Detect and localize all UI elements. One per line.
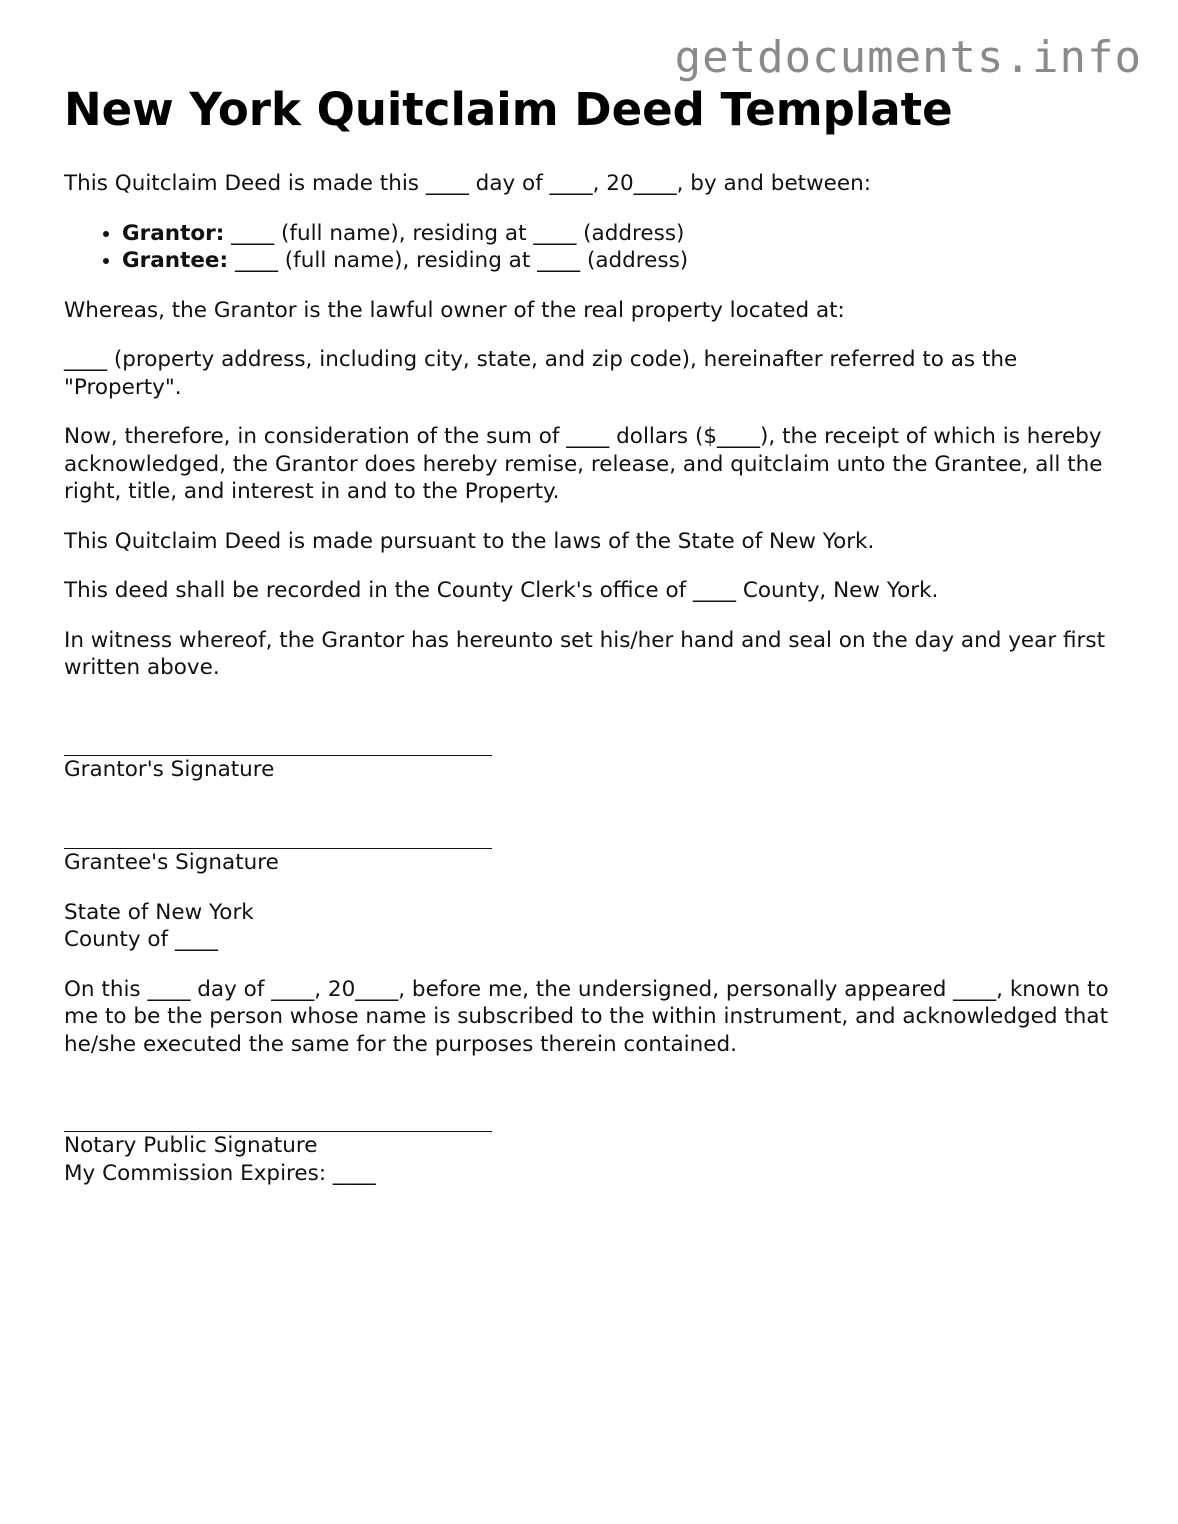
consideration-paragraph: Now, therefore, in consideration of the sum of ____ dollars ($____), the receipt of which is hereby acknowledged, the Grantor does hereby remise, release, and quitclaim unto the Grantee, all the right, title, and interest in and to the Property.: [64, 424, 1103, 504]
watermark-text: getdocuments.info: [674, 32, 1142, 83]
venue-state: State of New York: [64, 899, 254, 925]
notary-signature-line: [64, 1104, 492, 1132]
grantor-signature-line: [64, 728, 492, 756]
recorded-paragraph: This deed shall be recorded in the County Clerk's office of ____ County, New York.: [64, 578, 939, 603]
notary-signature-label: Notary Public Signature: [64, 1133, 318, 1158]
grantee-signature-label: Grantee's Signature: [64, 850, 279, 875]
intro-paragraph: This Quitclaim Deed is made this ____ day of ____, 20____, by and between:: [64, 171, 872, 196]
notary-signature-block: [64, 1104, 1124, 1187]
commission-expires: My Commission Expires: ____: [64, 1160, 376, 1186]
grantor-details: ____ (full name), residing at ____ (address): [224, 220, 685, 246]
grantor-signature-block: [64, 728, 1124, 784]
pursuant-paragraph: This Quitclaim Deed is made pursuant to the laws of the State of New York.: [64, 528, 875, 554]
notary-paragraph: On this ____ day of ____, 20____, before me, the undersigned, personally appeared ____, known to me to be the person whose name is subscribed to the within instrument, and acknowledged that he/she executed the same for the purposes therein contained.: [64, 976, 1109, 1057]
document-page: [64, 80, 1124, 1209]
grantee-signature-line: [64, 821, 492, 849]
venue-block: [64, 899, 1124, 954]
list-item-grantor: [122, 220, 1124, 248]
whereas-paragraph: Whereas, the Grantor is the lawful owner of the real property located at:: [64, 297, 845, 323]
page-title: New York Quitclaim Deed Template: [64, 83, 953, 136]
list-item-grantee: [122, 247, 1124, 275]
grantee-details: ____ (full name), residing at ____ (address): [228, 248, 689, 273]
property-paragraph: ____ (property address, including city, state, and zip code), hereinafter referred to as the "Property".: [64, 347, 1018, 400]
venue-county: County of ____: [64, 927, 218, 952]
grantor-signature-label: Grantor's Signature: [64, 756, 275, 782]
parties-list: [64, 220, 1124, 275]
grantee-label: Grantee:: [122, 248, 229, 273]
grantor-label: Grantor:: [122, 220, 225, 246]
grantee-signature-block: [64, 821, 1124, 877]
witness-paragraph: In witness whereof, the Grantor has hereunto set his/her hand and seal on the day and year first written above.: [64, 627, 1106, 680]
